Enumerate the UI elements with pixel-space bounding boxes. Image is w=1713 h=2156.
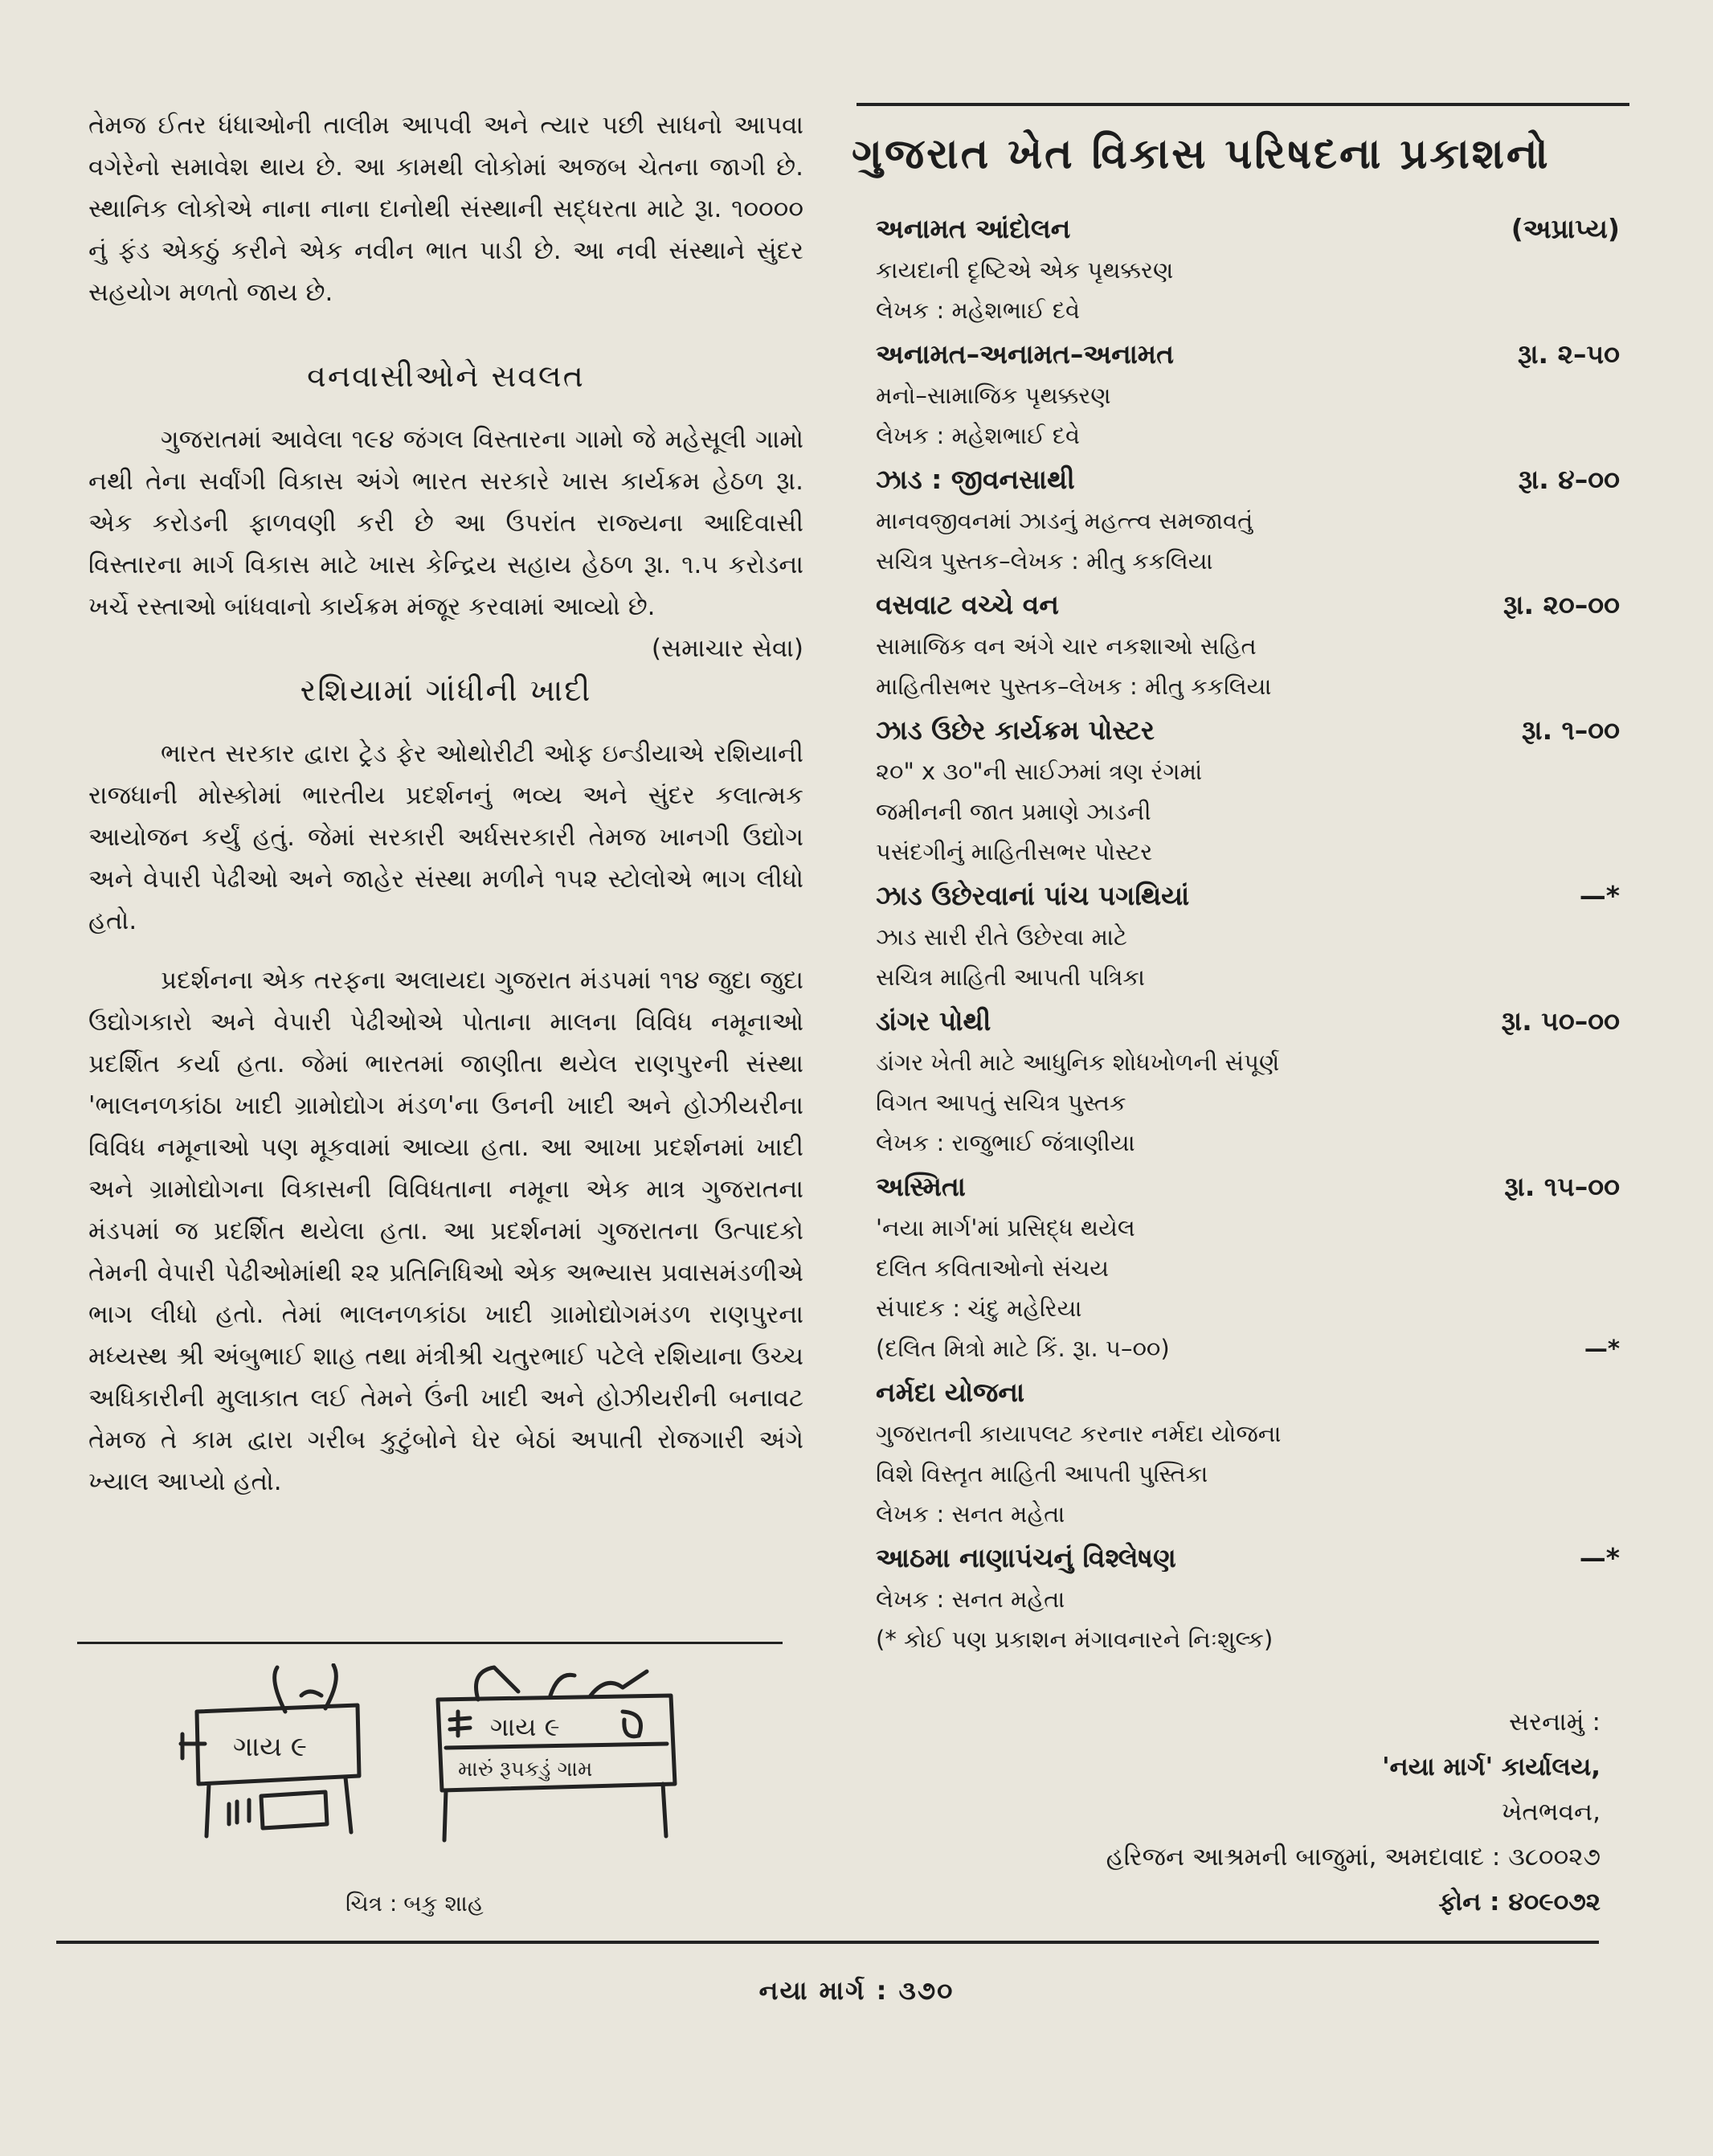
publication-heading (852, 208, 1639, 250)
section-heading-forest-dwellers: વનવાસીઓને સવલત (307, 358, 585, 394)
publication-price: —* (1579, 1542, 1620, 1573)
publication-item (852, 333, 1639, 456)
publication-item (852, 1000, 1639, 1163)
publication-title: નર્મદા યોજના (876, 1377, 1025, 1408)
publication-heading (852, 1537, 1639, 1579)
cartoon-label-right: ગાય ૯ (490, 1712, 560, 1742)
right-column (852, 103, 1639, 1663)
publication-item (852, 459, 1639, 581)
publication-detail-line: (દલિત મિત્રો માટે કિં. રૂા. ૫–૦૦) —* (852, 1328, 1639, 1368)
publications-title: ગુજરાત ખેત વિકાસ પરિષદના પ્રકાશનો (852, 130, 1551, 178)
cartoon-label-left: ગાય ૯ (233, 1731, 307, 1763)
publication-price: રૂા. ૪–૦૦ (1518, 464, 1620, 495)
publication-list (852, 208, 1639, 1659)
intro-paragraph: તેમજ ઈતર ધંધાઓની તાલીમ આપવી અને ત્યાર પછી સાધનો આપવા વગેરેનો સમાવેશ થાય છે. આ કામથી લોકોમાં અજબ ચેતના જાગી છે. સ્થાનિક લોકોએ નાના નાના દાનોથી સંસ્થાની સદ્ધરતા માટે રૂા. ૧૦૦૦૦ નું ફંડ એકઠું કરીને એક નવીન ભાત પાડી છે. આ નવી સંસ્થાને સુંદર સહયોગ મળતો જાય છે. (88, 111, 803, 307)
publication-detail-line: લેખક : મહેશભાઈ દવે (876, 422, 1081, 449)
publication-detail-line: ગુજરાતની કાયાપલટ કરનાર નર્મદા યોજના (876, 1420, 1282, 1447)
publication-detail-line: પસંદગીનું માહિતીસભર પોસ્ટર (876, 838, 1153, 865)
publication-price: (અપ્રાપ્ય) (1511, 213, 1620, 244)
publication-detail-line: દલિત કવિતાઓનો સંચય (876, 1254, 1109, 1282)
publication-price: રૂા. ૧૫–૦૦ (1504, 1171, 1620, 1202)
publication-detail-line: (* કોઈ પણ પ્રકાશન મંગાવનારને નિઃશુલ્ક) (876, 1626, 1274, 1653)
publication-price: —* (1579, 880, 1620, 911)
publication-item (852, 1372, 1639, 1534)
address-block (1106, 1700, 1601, 1925)
publication-detail-line: માનવજીવનમાં ઝાડનું મહત્ત્વ સમજાવતું (876, 507, 1253, 534)
left-column (88, 104, 803, 1503)
publication-price: રૂા. ૨૦–૦૦ (1502, 589, 1620, 620)
left-divider (77, 1642, 783, 1644)
cartoon-artist: બકુ શાહ (403, 1890, 484, 1917)
publication-detail-line: વિશે વિસ્તૃત માહિતી આપતી પુસ્તિકા (876, 1460, 1208, 1487)
bottom-rule (56, 1941, 1599, 1944)
publication-detail-line: લેખક : સનત મહેતા (876, 1500, 1065, 1528)
address-street: હરિજન આશ્રમની બાજુમાં, અમદાવાદ : ૩૮૦૦૨૭ (1106, 1843, 1601, 1872)
publication-detail-line: લેખક : સનત મહેતા (876, 1585, 1065, 1613)
right-top-rule (856, 103, 1629, 106)
publication-item (852, 208, 1639, 330)
publication-detail-line: સામાજિક વન અંગે ચાર નકશાઓ સહિત (876, 632, 1257, 660)
publication-title: ઝાડ ઉછેર કાર્યક્રમ પોસ્ટર (876, 714, 1155, 746)
khadi-paragraph-2: પ્રદર્શનના એક તરફના અલાયદા ગુજરાત મંડપમાં ૧૧૪ જુદા જુદા ઉદ્યોગકારો અને વેપારી પેઢીઓએ પોતાના માલના વિવિધ નમૂનાઓ પ્રદર્શિત કર્યા હતા. જેમાં ભારતમાં જાણીતા થયેલ રાણપુરની સંસ્થા 'ભાલનળકાંઠા ખાદી ગ્રામોદ્યોગ મંડળ'ના ઉનની ખાદી અને હોઝીયરીના વિવિધ નમૂનાઓ પણ મૂકવામાં આવ્યા હતા. આ આખા પ્રદર્શનમાં ખાદી અને ગ્રામોદ્યોગના વિકાસની વિવિધતાના નમૂના એક માત્ર ગુજરાતના મંડપમાં જ પ્રદર્શિત થયેલા હતા. આ પ્રદર્શનમાં ગુજરાતના ઉત્પાદકો તેમની વેપારી પેઢીઓમાંથી ૨૨ પ્રતિનિધિઓ એક અભ્યાસ પ્રવાસમંડળીએ ભાગ લીધો હતો. તેમાં ભાલનળકાંઠા ખાદી ગ્રામોદ્યોગમંડળ રાણપુરના મધ્યસ્થ શ્રી અંબુભાઈ શાહ તથા મંત્રીશ્રી ચતુરભાઈ પટેલે રશિયાના ઉચ્ચ અધિકારીની મુલાકાત લઈ તેમને ઉંની ખાદી અને હોઝીયરીની બનાવટ તેમજ તે કામ દ્વારા ગરીબ કુટુંબોને ઘેર બેઠાં અપાતી રોજગારી અંગે ખ્યાલ આપ્યો હતો. (88, 966, 803, 1496)
publication-item (852, 584, 1639, 706)
section-heading-khadi-russia: રશિયામાં ગાંધીની ખાદી (300, 673, 592, 708)
address-label: સરનામું : (1508, 1708, 1601, 1737)
publication-heading (852, 333, 1639, 375)
phone-number: ફોન : ૪૦૯૦૭૨ (1438, 1888, 1601, 1917)
publication-detail-line: જમીનની જાત પ્રમાણે ઝાડની (876, 798, 1151, 825)
publication-title: ઝાડ ઉછેરવાનાં પાંચ પગથિયાં (876, 880, 1190, 911)
publication-detail-line: ઝાડ સારી રીતે ઉછેરવા માટે (876, 923, 1127, 951)
address-office: 'નયા માર્ગ' કાર્યાલય, (1382, 1753, 1601, 1782)
publication-title: અસ્મિતા (876, 1171, 966, 1202)
forest-dwellers-paragraph: ગુજરાતમાં આવેલા ૧૯૪ જંગલ વિસ્તારના ગામો જે મહેસૂલી ગામો નથી તેના સર્વાંગી વિકાસ અંગે ભારત સરકારે ખાસ કાર્યક્રમ હેઠળ રૂા. એક કરોડની ફાળવણી કરી છે આ ઉપરાંત રાજ્યના આદિવાસી વિસ્તારના માર્ગ વિકાસ માટે ખાસ કેન્દ્રિય સહાય હેઠળ રૂા. ૧.૫ કરોડના ખર્ચે રસ્તાઓ બાંધવાનો કાર્યક્રમ મંજૂર કરવામાં આવ્યો છે. (સમાચાર સેવા) (88, 419, 803, 628)
publication-heading (852, 1166, 1639, 1208)
publication-item (852, 710, 1639, 872)
publication-title: ઝાડ : જીવનસાથી (876, 464, 1075, 495)
publication-detail-line: ૨૦" x ૩૦"ની સાઈઝમાં ત્રણ રંગમાં (876, 758, 1203, 785)
publication-price: રૂા. ૨–૫૦ (1517, 338, 1620, 370)
publication-detail-line: સચિત્ર પુસ્તક–લેખક : મીતુ કકલિયા (876, 547, 1213, 575)
cartoon-caption: ચિત્ર : બકુ શાહ (345, 1890, 484, 1917)
publication-heading (852, 459, 1639, 501)
publication-detail-line: કાયદાની દૃષ્ટિએ એક પૃથક્કરણ (876, 256, 1174, 284)
publication-heading (852, 1000, 1639, 1042)
publication-heading (852, 1372, 1639, 1413)
page-footer: નયા માર્ગ : ૩૭૦ (758, 1975, 955, 2006)
publication-detail-line: વિગત આપતું સચિત્ર પુસ્તક (876, 1089, 1126, 1116)
publication-detail-line: સંપાદક : ચંદુ મહેરિયા (876, 1295, 1082, 1322)
publication-heading (852, 875, 1639, 917)
publication-title: વસવાટ વચ્ચે વન (876, 589, 1059, 620)
publication-title: આઠમા નાણાપંચનું વિશ્લેષણ (876, 1542, 1176, 1573)
address-building: ખેતભવન, (1501, 1798, 1601, 1827)
publication-item (852, 1166, 1639, 1368)
cartoon-sign-text: મારું રૂપકડું ગામ (458, 1757, 593, 1782)
publication-heading (852, 584, 1639, 626)
publication-heading (852, 710, 1639, 751)
publication-price: રૂા. ૫૦–૦૦ (1501, 1005, 1620, 1037)
news-source: (સમાચાર સેવા) (651, 634, 803, 663)
publication-detail-line: માહિતીસભર પુસ્તક–લેખક : મીતુ કકલિયા (876, 673, 1272, 700)
publication-title: અનામત આંદોલન (876, 213, 1071, 244)
cartoon-illustration (173, 1663, 703, 1848)
publication-detail-line: મનો–સામાજિક પૃથક્કરણ (876, 382, 1111, 409)
publication-detail-line: સચિત્ર માહિતી આપતી પત્રિકા (876, 963, 1146, 991)
publication-detail-line: ડાંગર ખેતી માટે આધુનિક શોધખોળની સંપૂર્ણ (876, 1049, 1280, 1076)
publication-title: ડાંગર પોથી (876, 1005, 991, 1037)
publication-detail-line: લેખક : મહેશભાઈ દવે (876, 297, 1081, 324)
publication-item (852, 875, 1639, 997)
publication-price: રૂા. ૧–૦૦ (1521, 714, 1620, 746)
khadi-paragraph-1: ભારત સરકાર દ્વારા ટ્રેડ ફેર ઓથોરીટી ઓફ ઇન્ડીયાએ રશિયાની રાજધાની મોસ્કોમાં ભારતીય પ્રદર્શનનું ભવ્ય અને સુંદર કલાત્મક આયોજન કર્યું હતું. જેમાં સરકારી અર્ધસરકારી તેમજ ખાનગી ઉદ્યોગ અને વેપારી પેઢીઓ અને જાહેર સંસ્થા મળીને ૧૫૨ સ્ટોલોએ ભાગ લીધો હતો. (88, 739, 803, 935)
publication-line-price: —* (1584, 1335, 1620, 1362)
publication-detail-line: 'નયા માર્ગ'માં પ્રસિદ્ધ થયેલ (876, 1214, 1135, 1242)
publication-item (852, 1537, 1639, 1659)
publication-title: અનામત–અનામત–અનામત (876, 338, 1174, 370)
publication-detail-line: લેખક : રાજુભાઈ જંત્રાણીયા (876, 1129, 1135, 1156)
